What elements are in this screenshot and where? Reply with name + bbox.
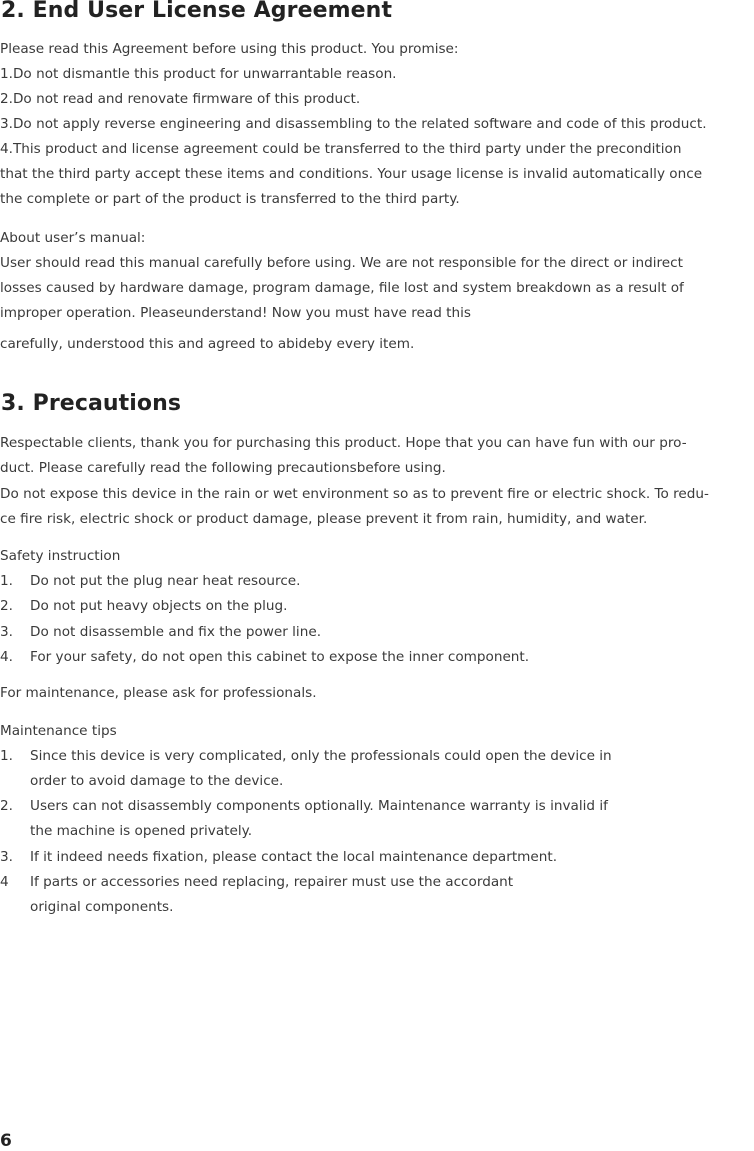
tip-text-line1: Users can not disassembly components optionally. Maintenance warranty is invalid if: [30, 798, 608, 814]
safety-item-number: 1.: [0, 573, 13, 589]
manual-line: losses caused by hardware damage, program damage, file lost and system breakdown as a result of: [0, 280, 684, 296]
eula-line: 1.Do not dismantle this product for unwarrantable reason.: [0, 66, 397, 82]
tip-number: 3.: [0, 849, 13, 865]
safety-item-text: Do not put the plug near heat resource.: [30, 573, 301, 589]
precautions-heading: 3. Precautions: [1, 391, 182, 416]
eula-closing: carefully, understood this and agreed to abideby every item.: [0, 336, 415, 352]
precautions-intro-line: ce fire risk, electric shock or product damage, please prevent it from rain, humidity, and water.: [0, 511, 648, 527]
eula-line: 3.Do not apply reverse engineering and disassembling to the related software and code of this product.: [0, 116, 707, 132]
tip-text-line1: If parts or accessories need replacing, repairer must use the accordant: [30, 874, 514, 890]
eula-line: Please read this Agreement before using this product. You promise:: [0, 41, 459, 57]
tip-number: 1.: [0, 748, 13, 764]
manual-line: User should read this manual carefully before using. We are not responsible for the direct or indirect: [0, 255, 683, 271]
safety-item-number: 4.: [0, 649, 13, 665]
precautions-intro-line: Do not expose this device in the rain or wet environment so as to prevent fire or electric shock. To redu-: [0, 486, 709, 502]
eula-line: the complete or part of the product is transferred to the third party.: [0, 191, 460, 207]
eula-heading: 2. End User License Agreement: [1, 0, 393, 23]
safety-item-number: 3.: [0, 624, 13, 640]
page-number: 6: [0, 1131, 12, 1151]
tip-text-line1: Since this device is very complicated, only the professionals could open the device in: [30, 748, 612, 764]
safety-item-text: For your safety, do not open this cabinet to expose the inner component.: [30, 649, 530, 665]
tip-number: 4: [0, 874, 9, 890]
tip-text-line2: original components.: [30, 899, 174, 915]
tip-number: 2.: [0, 798, 13, 814]
tip-text-line1: If it indeed needs fixation, please contact the local maintenance department.: [30, 849, 558, 865]
tip-text-line2: the machine is opened privately.: [30, 823, 253, 839]
safety-item-text: Do not disassemble and fix the power line.: [30, 624, 322, 640]
eula-line: 4.This product and license agreement could be transferred to the third party under the precondition: [0, 141, 682, 157]
safety-item-number: 2.: [0, 598, 13, 614]
manual-line: improper operation. Pleaseunderstand! Now you must have read this: [0, 305, 471, 321]
tip-text-line2: order to avoid damage to the device.: [30, 773, 284, 789]
manual-line: About user’s manual:: [0, 230, 146, 246]
safety-item-text: Do not put heavy objects on the plug.: [30, 598, 288, 614]
precautions-intro-line: duct. Please carefully read the following precautionsbefore using.: [0, 460, 446, 476]
maintenance-tips-title: Maintenance tips: [0, 723, 117, 739]
precautions-intro-line: Respectable clients, thank you for purchasing this product. Hope that you can have fun with our pro-: [0, 435, 687, 451]
eula-line: that the third party accept these items and conditions. Your usage license is invalid automatically once: [0, 166, 703, 182]
eula-line: 2.Do not read and renovate firmware of this product.: [0, 91, 361, 107]
safety-instruction-title: Safety instruction: [0, 548, 121, 564]
maintenance-note: For maintenance, please ask for professionals.: [0, 685, 317, 701]
